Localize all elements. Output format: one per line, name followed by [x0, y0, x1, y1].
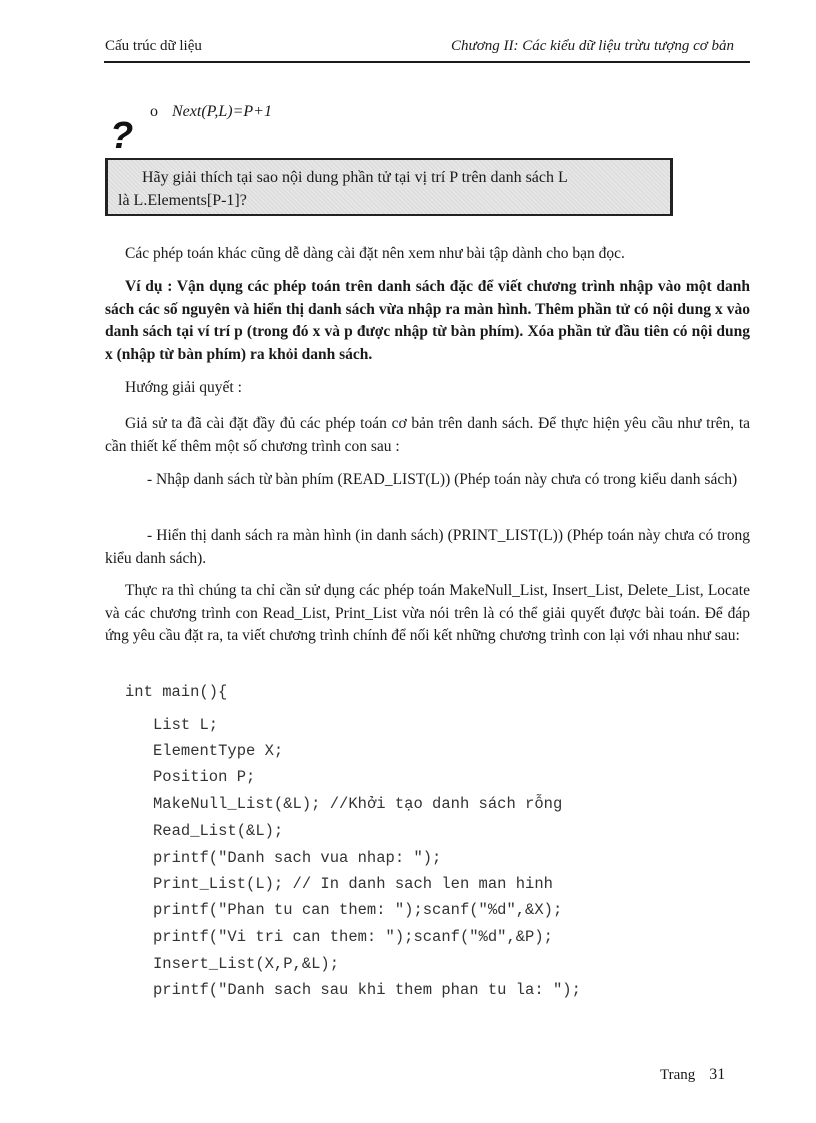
code-line: printf("Danh sach vua nhap: ");	[153, 849, 442, 867]
code-line: printf("Danh sach sau khi them phan tu la: ");	[153, 981, 581, 999]
code-line: List L;	[153, 716, 219, 734]
bullet-item	[150, 103, 272, 121]
question-mark-icon: ?	[110, 115, 134, 157]
code-line: Print_List(L); // In danh sach len man hinh	[153, 875, 553, 893]
code-line: printf("Vi tri can them: ");scanf("%d",&P);	[153, 928, 553, 946]
list-item-print-list: - Hiển thị danh sách ra màn hình (in danh sách) (PRINT_LIST(L)) (Phép toán này chưa có trong kiểu danh sách).	[105, 527, 750, 567]
code-line: MakeNull_List(&L); //Khởi tạo danh sách rỗng	[153, 795, 563, 813]
page-footer	[660, 1066, 725, 1084]
code-line: int main(){	[125, 683, 228, 701]
guide-heading: Hướng giải quyết :	[125, 379, 242, 396]
header-chapter-title: Chương II: Các kiểu dữ liệu trừu tượng cơ bản	[451, 38, 734, 54]
page-number: 31	[709, 1066, 726, 1083]
bullet-icon: o	[150, 103, 158, 120]
list-item-read-list: - Nhập danh sách từ bàn phím (READ_LIST(L)) (Phép toán này chưa có trong kiểu danh sách)	[147, 471, 738, 488]
code-line: Position P;	[153, 768, 256, 786]
example-paragraph: Ví dụ : Vận dụng các phép toán trên danh sách đặc để viết chương trình nhập vào một danh sách các số nguyên và hiển thị danh sách vừa nhập ra màn hình. Thêm phần tử có nội dung x vào danh sách tại ví trí p (trong đó x và p được nhập từ bàn phím). Xóa phần tử đầu tiên có nội dung x (nhập từ bàn phím) ra khỏi danh sách.	[105, 278, 750, 363]
question-line-2: là L.Elements[P-1]?	[118, 192, 247, 209]
bullet-text: Next(P,L)=P+1	[172, 103, 272, 120]
header-left-title: Cấu trúc dữ liệu	[105, 38, 202, 54]
header-divider	[104, 61, 750, 63]
exercise-question-box	[105, 158, 673, 216]
code-line: printf("Phan tu can them: ");scanf("%d",&X);	[153, 901, 563, 919]
question-line-1: Hãy giải thích tại sao nội dung phần tử tại vị trí P trên danh sách L	[142, 169, 568, 186]
code-line: ElementType X;	[153, 742, 284, 760]
conclusion-paragraph: Thực ra thì chúng ta chỉ cần sử dụng các phép toán MakeNull_List, Insert_List, Delete_List, Locate và các chương trình con Read_List, Print_List vừa nói trên là có thể giải quyết được bài toán. Để đáp ứng yêu cầu đặt ra, ta viết chương trình chính để nối kết những chương trình con lại với nhau như sau:	[105, 582, 750, 644]
page-label: Trang	[660, 1067, 696, 1083]
code-line: Read_List(&L);	[153, 822, 284, 840]
assumption-paragraph: Giả sử ta đã cài đặt đầy đủ các phép toán cơ bản trên danh sách. Để thực hiện yêu cầu như trên, ta cần thiết kế thêm một số chương trình con sau :	[105, 415, 750, 455]
paragraph-other-operations: Các phép toán khác cũng dễ dàng cài đặt nên xem như bài tập dành cho bạn đọc.	[125, 245, 625, 262]
code-line: Insert_List(X,P,&L);	[153, 955, 340, 973]
